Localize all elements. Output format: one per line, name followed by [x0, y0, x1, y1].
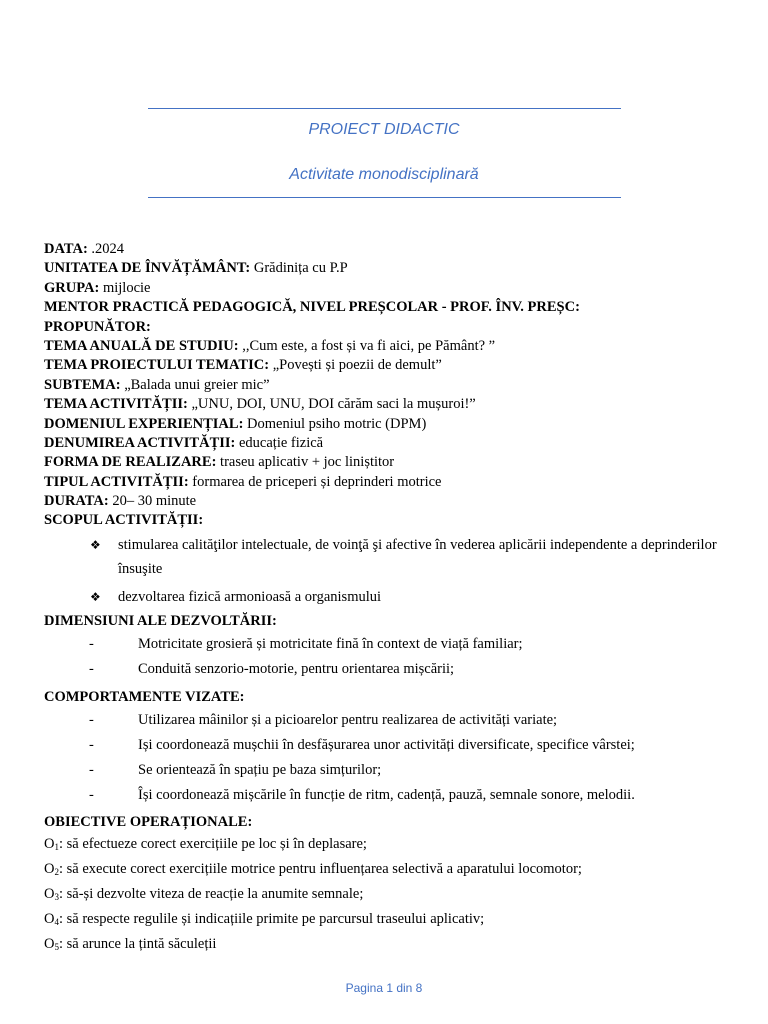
- bullet-diamond-icon: ❖: [90, 537, 101, 552]
- list-item: $O_4$: să respecte regulile și indicațiile primite pe parcursul traseului aplicativ;: [44, 911, 485, 928]
- field-denumirea: DENUMIREA ACTIVITĂȚII: educație fizică: [44, 434, 324, 451]
- field-grupa: GRUPA: mijlocie: [44, 279, 151, 296]
- field-data: DATA: .2024: [44, 241, 125, 257]
- field-scopul: SCOPUL ACTIVITĂȚII:: [44, 512, 204, 529]
- list-item: $O_5$: să arunce la țintă săculeții: [44, 936, 217, 953]
- dash-marker: -: [89, 786, 94, 803]
- list-item: ❖ dezvoltarea fizică armonioasă a organismului: [44, 585, 734, 609]
- comportamente-list: [44, 708, 734, 808]
- list-item: $O_3$: să-și dezvolte viteza de reacție la anumite semnale;: [44, 886, 364, 903]
- scop-list: [44, 533, 734, 609]
- list-item: $O_2$: să execute corect exercițiile motrice pentru influențarea selectivă a aparatului locomotor;: [44, 861, 582, 878]
- field-unitatea: UNITATEA DE ÎNVĂȚĂMÂNT: Grădinița cu P.P: [44, 260, 348, 277]
- list-item: - Conduită senzorio-motorie, pentru orientarea mișcării;: [44, 657, 734, 682]
- header-top-rule: [148, 108, 621, 109]
- dash-marker: -: [89, 711, 94, 728]
- list-item: - Se orientează în spațiu pe baza simțurilor;: [44, 758, 734, 783]
- dash-marker: -: [89, 761, 94, 778]
- dimensiuni-list: [44, 632, 734, 682]
- list-item: - Motricitate grosieră și motricitate fină în context de viață familiar;: [44, 632, 734, 657]
- field-propunator: PROPUNĂTOR:: [44, 318, 151, 335]
- list-item: $O_1$: să efectueze corect exercițiile pe loc și în deplasare;: [44, 836, 367, 853]
- field-domeniul: DOMENIUL EXPERIENȚIAL: Domeniul psiho motric (DPM): [44, 415, 427, 432]
- document-body: [44, 240, 734, 957]
- field-mentor: MENTOR PRACTICĂ PEDAGOGICĂ, NIVEL PREȘCOLAR - PROF. ÎNV. PREȘC:: [44, 299, 580, 316]
- page-number: Pagina 1 din 8: [345, 981, 423, 995]
- dash-marker: -: [89, 636, 94, 653]
- dash-marker: -: [89, 661, 94, 678]
- bullet-diamond-icon: ❖: [90, 589, 101, 604]
- section-comportamente-heading: COMPORTAMENTE VIZATE:: [44, 689, 245, 706]
- header-bottom-rule: [148, 197, 621, 198]
- obiective-list: [44, 832, 734, 957]
- list-item: - Își coordonează mișcările în funcție de ritm, cadență, pauză, semnale sonore, melodii.: [44, 783, 734, 808]
- field-tema-anuala: TEMA ANUALĂ DE STUDIU: ,,Cum este, a fost și va fi aici, pe Pământ? ”: [44, 337, 496, 354]
- list-item: - Utilizarea mâinilor și a picioarelor pentru realizarea de activități variate;: [44, 708, 734, 733]
- field-subtema: SUBTEMA: „Balada unui greier mic”: [44, 376, 270, 393]
- field-durata: DURATA: 20– 30 minute: [44, 493, 197, 510]
- dash-marker: -: [89, 736, 94, 753]
- document-subtitle: Activitate monodisciplinară: [289, 166, 479, 183]
- field-tema-activitatii: TEMA ACTIVITĂȚII: „UNU, DOI, UNU, DOI cărăm saci la mușuroi!”: [44, 396, 476, 413]
- field-forma: FORMA DE REALIZARE: traseu aplicativ + joc liniștitor: [44, 454, 395, 471]
- section-obiective-heading: OBIECTIVE OPERAȚIONALE:: [44, 813, 253, 830]
- field-tema-proiect: TEMA PROIECTULUI TEMATIC: „Povești și poezii de demult”: [44, 357, 442, 374]
- document-title: PROIECT DIDACTIC: [308, 121, 460, 138]
- list-item: ❖ stimularea calităţilor intelectuale, de voinţă şi afective în vederea aplicării independente a deprinderilor însuşite: [44, 533, 728, 581]
- list-item: - Iși coordonează mușchii în desfășurarea unor activități diversificate, specifice vârstei;: [44, 733, 734, 758]
- fields-list: [44, 240, 734, 531]
- section-dimensiuni-heading: DIMENSIUNI ALE DEZVOLTĂRII:: [44, 612, 277, 629]
- field-tipul: TIPUL ACTIVITĂȚII: formarea de priceperi și deprinderi motrice: [44, 473, 442, 490]
